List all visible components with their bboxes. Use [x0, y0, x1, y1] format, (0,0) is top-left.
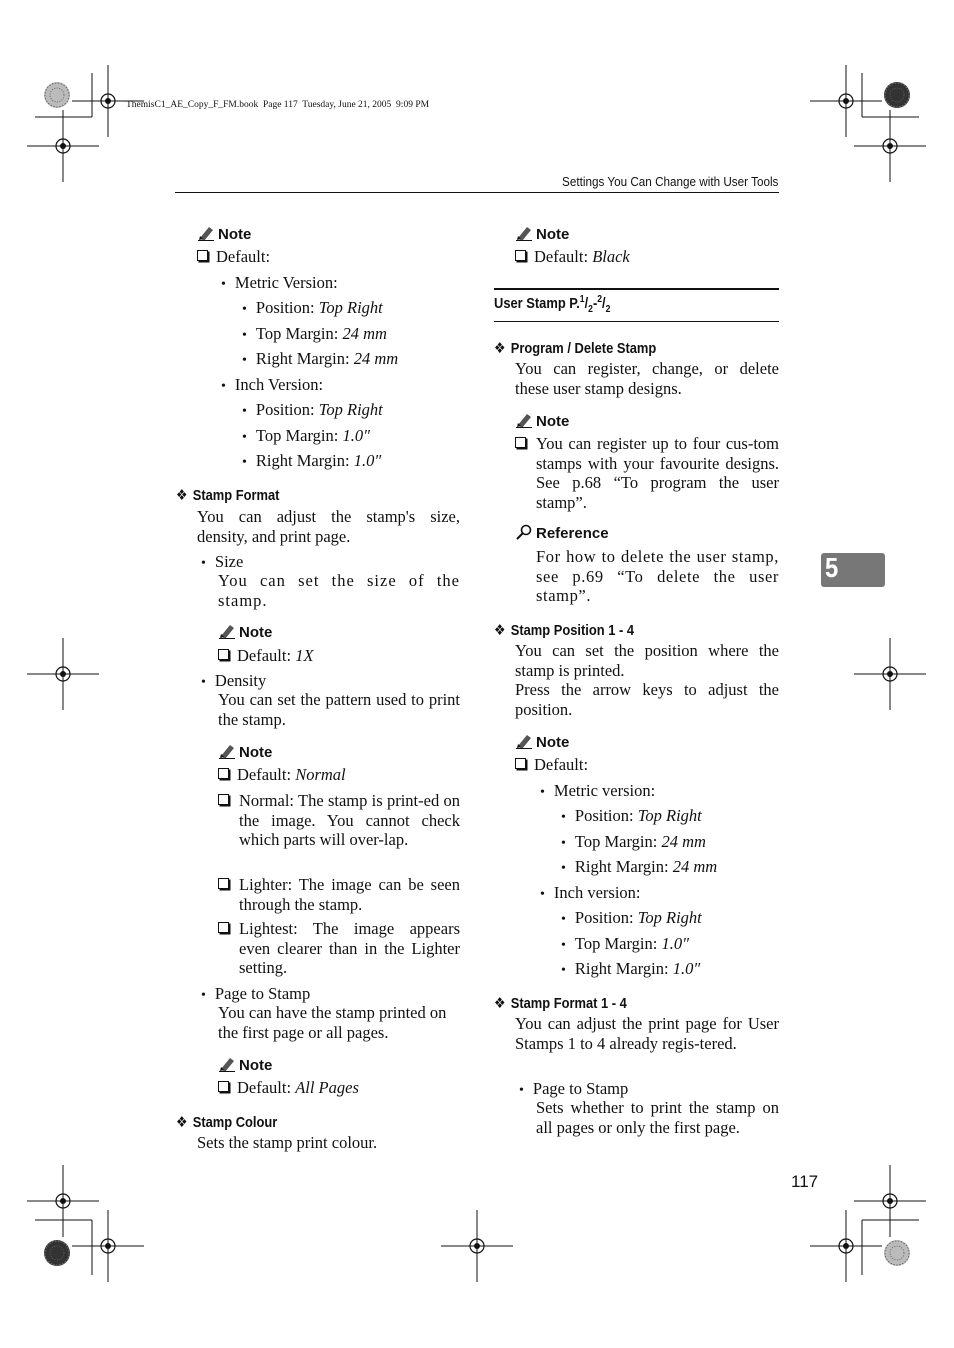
page-to-stamp-body: You can have the stamp printed on the first page or all pages. — [218, 1003, 447, 1042]
chapter-tab — [821, 553, 885, 587]
stamp-format-14-body: You can adjust the print page for User Stamps 1 to 4 already regis-tered. — [515, 1014, 779, 1053]
note-heading: Note — [515, 412, 569, 430]
checkbox-icon — [515, 434, 534, 454]
section-title: User Stamp $P.^1/_2-^2/_2$ — [494, 294, 611, 315]
pos-inch-top: • Top Margin: 1.0″ — [561, 934, 689, 953]
note-heading: Note — [218, 1056, 272, 1074]
diamond-bullet-icon: ❖ — [176, 486, 188, 504]
page-to-stamp-14-body: Sets whether to print the stamp on all pages or only the first page. — [536, 1098, 779, 1137]
inch-top-margin: • Top Margin: 1.0″ — [242, 426, 370, 445]
running-header: Settings You Can Change with User Tools — [561, 174, 778, 189]
pos-metric-right: • Right Margin: 24 mm — [561, 857, 718, 876]
stamp-format-14-heading: ❖ Stamp Format 1 - 4 — [494, 994, 627, 1012]
note-default-line: Default: — [197, 247, 270, 267]
pos-metric-position: • Position: Top Right — [561, 806, 702, 825]
reference-text: For how to delete the user stamp, see p.69 “To delete the user stamp”. — [536, 547, 779, 605]
checkbox-icon — [515, 758, 526, 769]
stamp-position-heading: ❖ Stamp Position 1 - 4 — [494, 621, 635, 639]
program-delete-body: You can register, change, or delete these user stamp designs. — [515, 359, 779, 398]
pos-metric-label: • Metric version: — [540, 781, 656, 800]
stamp-position-body2: Press the arrow keys to adjust the position. — [515, 680, 779, 719]
density-normal: Normal: The stamp is print-ed on the image. You cannot check which parts will over-lap. — [239, 791, 460, 849]
reference-heading: Reference — [515, 524, 609, 542]
checkbox-icon — [218, 1081, 229, 1092]
density-lighter: Lighter: The image can be seen through the stamp. — [239, 875, 460, 914]
pencil-icon — [515, 225, 533, 241]
diamond-bullet-icon: ❖ — [494, 994, 506, 1012]
checkbox-icon — [515, 250, 526, 261]
note-heading: Note — [218, 743, 272, 761]
metric-label: • Metric Version: — [221, 273, 338, 292]
note-title: Note — [218, 226, 252, 243]
note-heading: Note — [515, 733, 569, 751]
program-note-text: You can register up to four cus-tom stamps with your favourite designs. See p.68 “To program the user stamp”. — [536, 434, 779, 512]
metric-right-margin: • Right Margin: 24 mm — [242, 349, 399, 368]
stamp-format-body: You can adjust the stamp's size, density, and print page. — [197, 507, 460, 546]
checkbox-icon — [218, 768, 229, 779]
stamp-colour-heading: ❖ Stamp Colour — [176, 1113, 278, 1131]
metric-position: • Position: Top Right — [242, 298, 383, 317]
note-heading: Note — [218, 623, 272, 641]
header-rule — [175, 192, 779, 193]
inch-label: • Inch Version: — [221, 375, 324, 394]
metric-top-margin: • Top Margin: 24 mm — [242, 324, 387, 343]
pos-metric-top: • Top Margin: 24 mm — [561, 832, 706, 851]
pencil-icon — [515, 733, 533, 749]
checkbox-icon — [218, 919, 237, 939]
stamp-format-heading: ❖ Stamp Format — [176, 486, 280, 504]
density-body: You can set the pattern used to print the stamp. — [218, 690, 460, 729]
pencil-icon — [218, 1056, 236, 1072]
inch-right-margin: • Right Margin: 1.0″ — [242, 451, 382, 470]
pencil-icon — [218, 743, 236, 759]
magnifier-icon — [515, 524, 533, 540]
pos-inch-label: • Inch version: — [540, 883, 641, 902]
checkbox-icon — [218, 791, 237, 811]
checkbox-icon — [197, 250, 208, 261]
note-heading: Note — [515, 225, 569, 243]
page-number: 117 — [791, 1172, 819, 1191]
page-to-stamp-14-label: • Page to Stamp — [519, 1079, 629, 1098]
pencil-icon — [197, 225, 215, 241]
pencil-icon — [218, 623, 236, 639]
stamp-position-body1: You can set the position where the stamp is printed. — [515, 641, 779, 680]
size-default: Default: 1X — [218, 646, 314, 666]
colour-default: Default: Black — [515, 247, 630, 267]
checkbox-icon — [218, 875, 237, 895]
pencil-icon — [515, 412, 533, 428]
size-body: You can set the size of the stamp. — [218, 571, 460, 610]
density-default: Default: Normal — [218, 765, 346, 785]
program-delete-heading: ❖ Program / Delete Stamp — [494, 339, 657, 357]
inch-position: • Position: Top Right — [242, 400, 383, 419]
page-default: Default: All Pages — [218, 1078, 359, 1098]
checkbox-icon — [218, 649, 229, 660]
chapter-number: 5 — [825, 552, 839, 583]
file-header: ThemisC1_AE_Copy_F_FM.book Page 117 Tuesday, June 21, 2005 9:09 PM — [126, 100, 430, 110]
page-to-stamp-label: • Page to Stamp — [201, 984, 311, 1003]
position-default: Default: — [515, 755, 588, 775]
note-heading — [197, 225, 251, 243]
diamond-bullet-icon: ❖ — [176, 1113, 188, 1131]
size-label: • Size — [201, 552, 244, 571]
section-rule-top — [494, 288, 779, 290]
diamond-bullet-icon: ❖ — [494, 621, 506, 639]
density-lightest: Lightest: The image appears even clearer than in the Lighter setting. — [239, 919, 460, 977]
section-rule-bottom — [494, 321, 779, 322]
diamond-bullet-icon: ❖ — [494, 339, 506, 357]
density-label: • Density — [201, 671, 267, 690]
pos-inch-position: • Position: Top Right — [561, 908, 702, 927]
stamp-colour-body: Sets the stamp print colour. — [197, 1133, 378, 1152]
pos-inch-right: • Right Margin: 1.0″ — [561, 959, 701, 978]
